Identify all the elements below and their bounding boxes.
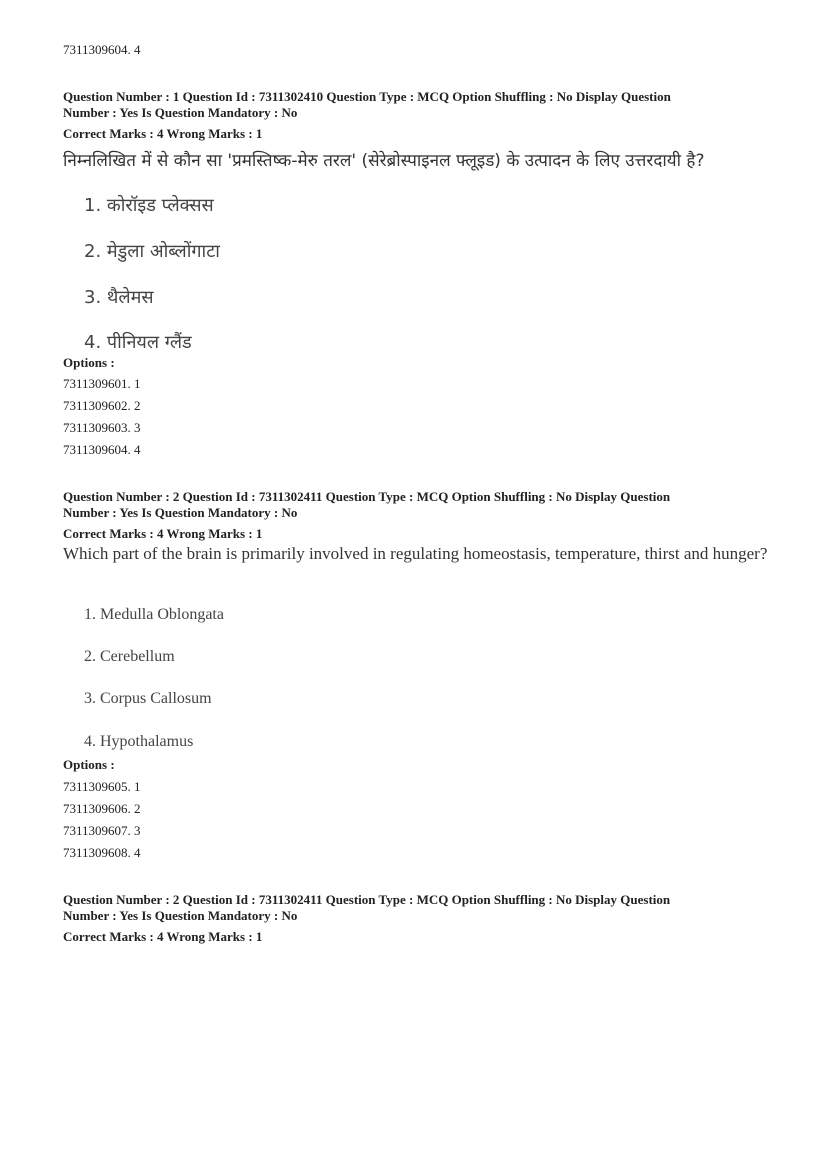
option-id: 7311309605. 1 bbox=[63, 779, 141, 794]
question-text: निम्नलिखित में से कौन सा 'प्रमस्तिष्क-मेरु तरल' (सेरेब्रोस्पाइनल फ्लूइड) के उत्पादन के लिए उत्तरदायी है? bbox=[63, 151, 705, 171]
choice-1: 1. Medulla Oblongata bbox=[84, 606, 224, 623]
option-id: 7311309604. 4 bbox=[63, 442, 141, 457]
option-id: 7311309603. 3 bbox=[63, 420, 141, 435]
choice-3: 3. थैलेमस bbox=[84, 287, 154, 308]
question-text: Which part of the brain is primarily involved in regulating homeostasis, temperature, thirst and hunger? bbox=[63, 544, 768, 563]
question-meta-line2: Number : Yes Is Question Mandatory : No bbox=[63, 505, 298, 520]
choice-4: 4. पीनियल ग्लैंड bbox=[84, 332, 192, 353]
choice-2: 2. Cerebellum bbox=[84, 648, 175, 665]
option-id: 7311309602. 2 bbox=[63, 398, 141, 413]
option-id: 7311309608. 4 bbox=[63, 845, 141, 860]
question-meta-line1: Question Number : 2 Question Id : 7311302411 Question Type : MCQ Option Shuffling : No Display Question bbox=[63, 892, 671, 907]
choice-2: 2. मेडुला ओब्लोंगाटा bbox=[84, 241, 220, 262]
option-id: 7311309607. 3 bbox=[63, 823, 141, 838]
previous-option-id: 7311309604. 4 bbox=[63, 42, 141, 57]
options-label: Options : bbox=[63, 355, 115, 370]
question-marks: Correct Marks : 4 Wrong Marks : 1 bbox=[63, 929, 263, 944]
choice-3: 3. Corpus Callosum bbox=[84, 690, 212, 707]
option-id: 7311309606. 2 bbox=[63, 801, 141, 816]
option-id: 7311309601. 1 bbox=[63, 376, 141, 391]
options-label: Options : bbox=[63, 757, 115, 772]
question-meta-line1: Question Number : 1 Question Id : 7311302410 Question Type : MCQ Option Shuffling : No Display Question bbox=[63, 89, 671, 104]
choice-1: 1. कोरॉइड प्लेक्सस bbox=[84, 195, 214, 216]
question-meta-line2: Number : Yes Is Question Mandatory : No bbox=[63, 105, 298, 120]
question-meta-line2: Number : Yes Is Question Mandatory : No bbox=[63, 908, 298, 923]
question-marks: Correct Marks : 4 Wrong Marks : 1 bbox=[63, 126, 263, 141]
choice-4: 4. Hypothalamus bbox=[84, 733, 194, 750]
question-marks: Correct Marks : 4 Wrong Marks : 1 bbox=[63, 526, 263, 541]
question-meta-line1: Question Number : 2 Question Id : 7311302411 Question Type : MCQ Option Shuffling : No Display Question bbox=[63, 489, 671, 504]
